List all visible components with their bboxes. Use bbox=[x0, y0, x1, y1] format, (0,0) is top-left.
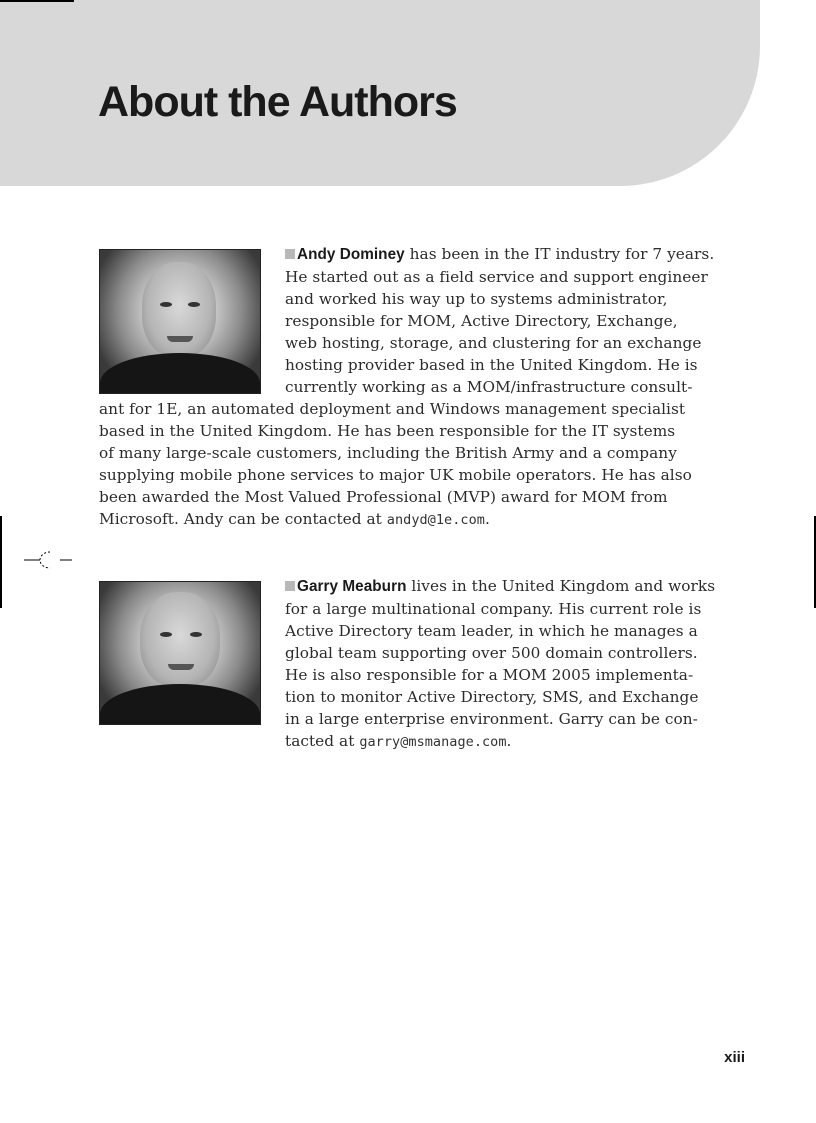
page-number: xiii bbox=[724, 1049, 745, 1066]
author-email-link[interactable]: garry@msmanage.com bbox=[359, 734, 507, 750]
author-name: Garry Meaburn bbox=[285, 578, 406, 595]
author-bio-garry-meaburn: Garry Meaburn lives in the United Kingdom and works for a large multinational company. His current role is Active Directory team leader, in which he manages a global team supporting over 500 domain controllers. He is also responsible for a MOM 2005 implementa- tion to monitor Active Directory, SMS, and Exchange in a large enterprise environment. Garry can be con- tacted at garry@msmanage.com. bbox=[285, 577, 716, 750]
page-title: About the Authors bbox=[98, 78, 457, 126]
author-name: Andy Dominey bbox=[285, 246, 405, 263]
author-bio-andy-dominey: Andy Dominey has been in the IT industry for 7 years. He started out as a field service and support engineer and worked his way up to systems administrator, responsible for MOM, Active Directory, Exchange, web hosting, storage, and clustering for an exchange hosting provider based in the United Kingdom. He is currently working as a MOM/infrastructure consult- ant for 1E, an automated deployment and Windows management specialist based in the United Kingdom. He has been responsible for the IT systems of many large-scale customers, including the British Army and a company supplying mobile phone services to major UK mobile operators. He has also been awarded the Most Valued Professional (MVP) award for MOM from Microsoft. Andy can be contacted at andyd@1e.com. bbox=[99, 245, 715, 528]
left-margin-mark bbox=[0, 516, 2, 608]
author-photo-garry-meaburn bbox=[99, 581, 261, 725]
author-email-link[interactable]: andyd@1e.com bbox=[386, 512, 485, 528]
crop-mark-icon bbox=[14, 549, 74, 571]
top-rule bbox=[0, 0, 74, 2]
